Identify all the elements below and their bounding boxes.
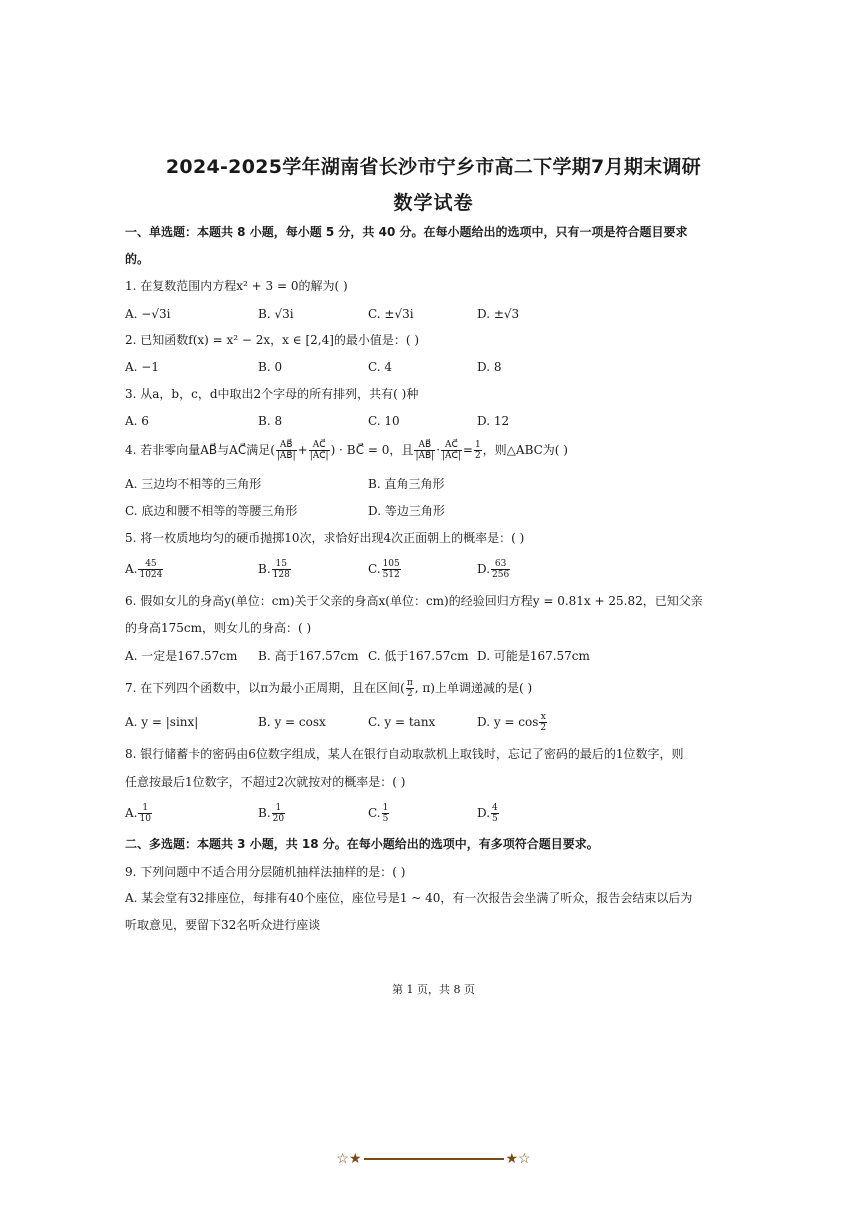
page-number: 第 1 页，共 8 页 bbox=[392, 983, 475, 996]
q4-fraction-ab2 bbox=[414, 440, 435, 461]
q3-option-c: C. 10 bbox=[368, 414, 400, 428]
q3-option-d: D. 12 bbox=[477, 414, 510, 428]
q4-fraction-ac-den: |AC⃗| bbox=[309, 451, 329, 461]
q2-option-a: A. −1 bbox=[125, 360, 159, 374]
decoration-line bbox=[364, 1158, 504, 1160]
q2-option-d: D. 8 bbox=[477, 360, 502, 374]
q8-option-c-label: C. bbox=[368, 806, 381, 820]
section2-heading: 二、多选题：本题共 3 小题，共 18 分。在每小题给出的选项中，有多项符合题目要求。 bbox=[125, 837, 599, 851]
q8-option-b-label: B. bbox=[258, 806, 271, 820]
q4-fraction-half-num: 1 bbox=[474, 440, 481, 450]
star-icon-right: ★☆ bbox=[505, 1151, 531, 1167]
q7-option-b: B. y = cosx bbox=[258, 715, 326, 729]
q5-option-a-fraction bbox=[138, 559, 163, 580]
q4-stem-start: 4. 若非零向量AB⃗与AC⃗满足( bbox=[125, 443, 275, 457]
q5-option-c-num: 105 bbox=[382, 559, 400, 569]
q4-stem-middle: ) · BC⃗ = 0，且 bbox=[330, 443, 414, 457]
q4-fraction-half-den: 2 bbox=[474, 451, 481, 461]
q8-option-d-label: D. bbox=[477, 806, 491, 820]
q1-option-c: C. ±√3i bbox=[368, 307, 414, 321]
q3-option-b: B. 8 bbox=[258, 414, 283, 428]
exam-subtitle: 数学试卷 bbox=[393, 192, 474, 214]
q7-stem-start: 7. 在下列四个函数中，以π为最小正周期，且在区间( bbox=[125, 681, 405, 695]
q5-stem: 5. 将一枚质地均匀的硬币抛掷10次，求恰好出现4次正面朝上的概率是：( ) bbox=[125, 531, 525, 545]
q1-option-a: A. −√3i bbox=[125, 307, 171, 321]
q5-option-b bbox=[258, 559, 292, 580]
q3-stem: 3. 从a，b，c，d中取出2个字母的所有排列，共有( )种 bbox=[125, 387, 419, 401]
q9-option-a-line2: 听取意见，要留下32名听众进行座谈 bbox=[125, 918, 321, 932]
q4-option-b: B. 直角三角形 bbox=[368, 477, 445, 491]
q7-stem bbox=[125, 678, 532, 699]
q5-option-a-num: 45 bbox=[138, 559, 163, 570]
q6-option-a: A. 一定是167.57cm bbox=[125, 649, 238, 663]
q5-option-a-den: 1024 bbox=[139, 570, 163, 580]
q8-option-c-fraction bbox=[382, 803, 390, 824]
q5-option-d-fraction bbox=[491, 559, 510, 580]
q4-fraction-ab bbox=[276, 440, 297, 461]
q8-option-b bbox=[258, 803, 286, 824]
q4-stem bbox=[125, 440, 568, 461]
q5-option-b-den: 128 bbox=[272, 570, 290, 580]
q5-option-c bbox=[368, 559, 402, 580]
q8-option-c-den: 5 bbox=[382, 814, 389, 824]
q5-option-b-label: B. bbox=[258, 562, 271, 576]
q8-option-b-fraction bbox=[272, 803, 285, 824]
q7-fraction-num: π bbox=[406, 678, 413, 688]
q5-option-b-num: 15 bbox=[272, 559, 291, 570]
q7-option-d bbox=[477, 712, 548, 733]
q9-stem: 9. 下列问题中不适合用分层随机抽样法抽样的是：( ) bbox=[125, 865, 406, 879]
q5-option-a-label: A. bbox=[125, 562, 138, 576]
q8-option-a-den: 10 bbox=[139, 814, 151, 824]
q5-option-d bbox=[477, 559, 511, 580]
q1-stem: 1. 在复数范围内方程x² + 3 = 0的解为( ) bbox=[125, 279, 348, 293]
q6-stem-line1: 6. 假如女儿的身高y(单位：cm)关于父亲的身高x(单位：cm)的经验回归方程y = 0.81x + 25.82，已知父亲 bbox=[125, 594, 703, 608]
q6-option-b: B. 高于167.57cm bbox=[258, 649, 359, 663]
q6-option-c: C. 低于167.57cm bbox=[368, 649, 469, 663]
q8-option-a-fraction bbox=[138, 803, 151, 824]
q4-plus: + bbox=[297, 443, 308, 457]
section1-heading-cont: 的。 bbox=[125, 252, 150, 266]
q8-option-c-num: 1 bbox=[382, 803, 389, 813]
q5-option-c-label: C. bbox=[368, 562, 381, 576]
q8-option-a-label: A. bbox=[125, 806, 138, 820]
q2-option-c: C. 4 bbox=[368, 360, 393, 374]
q7-option-d-den: 2 bbox=[540, 723, 547, 733]
q4-option-d: D. 等边三角形 bbox=[368, 504, 445, 518]
q8-option-d-fraction bbox=[491, 803, 499, 824]
q4-fraction-ac2-num: AC⃗ bbox=[441, 440, 462, 451]
q1-option-d: D. ±√3 bbox=[477, 307, 520, 321]
q8-stem-line1: 8. 银行储蓄卡的密码由6位数字组成，某人在银行自动取款机上取钱时，忘记了密码的最后的1位数字，则 bbox=[125, 747, 684, 761]
q8-option-a-num: 1 bbox=[138, 803, 151, 814]
q8-option-b-den: 20 bbox=[272, 814, 285, 824]
q6-stem-line2: 的身高175cm，则女儿的身高：( ) bbox=[125, 621, 312, 635]
q7-option-a: A. y = |sinx| bbox=[125, 715, 199, 729]
q2-stem: 2. 已知函数f(x) = x² − 2x，x ∈ [2,4]的最小值是：( ) bbox=[125, 333, 420, 347]
q5-option-d-num: 63 bbox=[491, 559, 510, 570]
footer-decoration bbox=[0, 1151, 867, 1167]
q8-option-b-num: 1 bbox=[272, 803, 285, 814]
q2-option-b: B. 0 bbox=[258, 360, 283, 374]
q9-option-a-line1: A. 某会堂有32排座位，每排有40个座位，座位号是1 ~ 40，有一次报告会坐满了听众，报告会结束以后为 bbox=[125, 891, 693, 905]
q4-equals: = bbox=[462, 443, 473, 457]
q4-fraction-ac-num: AC⃗ bbox=[309, 440, 330, 451]
q4-fraction-ac2-den: |AC⃗| bbox=[442, 451, 461, 461]
q4-fraction-ab-den: |AB⃗| bbox=[276, 451, 296, 461]
q5-option-c-fraction bbox=[382, 559, 401, 580]
q7-option-c: C. y = tanx bbox=[368, 715, 436, 729]
q7-option-d-fraction bbox=[539, 712, 547, 733]
q4-fraction-ac bbox=[309, 440, 330, 461]
section1-heading: 一、单选题：本题共 8 小题，每小题 5 分，共 40 分。在每小题给出的选项中，只有一项是符合题目要求 bbox=[125, 225, 688, 239]
q7-stem-end: , π)上单调递减的是( ) bbox=[414, 681, 533, 695]
q4-option-a: A. 三边均不相等的三角形 bbox=[125, 477, 262, 491]
q8-option-d-num: 4 bbox=[492, 803, 498, 813]
q8-option-d bbox=[477, 803, 500, 824]
star-icon-left: ☆★ bbox=[336, 1151, 362, 1167]
q4-option-c: C. 底边和腰不相等的等腰三角形 bbox=[125, 504, 298, 518]
q6-option-d: D. 可能是167.57cm bbox=[477, 649, 590, 663]
q8-stem-line2: 任意按最后1位数字，不超过2次就按对的概率是：( ) bbox=[125, 775, 406, 789]
q1-option-b: B. √3i bbox=[258, 307, 294, 321]
q8-option-a bbox=[125, 803, 153, 824]
exam-title: 2024-2025学年湖南省长沙市宁乡市高二下学期7月期末调研 bbox=[165, 156, 702, 178]
q7-fraction-pi-half bbox=[406, 678, 414, 699]
q4-fraction-ab2-den: |AB⃗| bbox=[415, 451, 435, 461]
q7-option-d-text: D. y = cos bbox=[477, 715, 539, 729]
q5-option-a bbox=[125, 559, 164, 580]
q4-fraction-half bbox=[474, 440, 482, 461]
q4-dot: · bbox=[436, 443, 441, 457]
q4-fraction-ac2 bbox=[441, 440, 462, 461]
q5-option-d-den: 256 bbox=[492, 570, 510, 580]
q5-option-b-fraction bbox=[272, 559, 291, 580]
q4-fraction-ab2-num: AB⃗ bbox=[414, 440, 435, 451]
q8-option-d-den: 5 bbox=[492, 814, 498, 824]
q7-fraction-den: 2 bbox=[406, 689, 413, 699]
q4-stem-end: ，则△ABC为( ) bbox=[482, 443, 568, 457]
q7-option-d-num: x bbox=[540, 712, 546, 722]
q4-fraction-ab-num: AB⃗ bbox=[276, 440, 297, 451]
q5-option-c-den: 512 bbox=[382, 570, 400, 580]
q3-option-a: A. 6 bbox=[125, 414, 149, 428]
q5-option-d-label: D. bbox=[477, 562, 491, 576]
q8-option-c bbox=[368, 803, 390, 824]
